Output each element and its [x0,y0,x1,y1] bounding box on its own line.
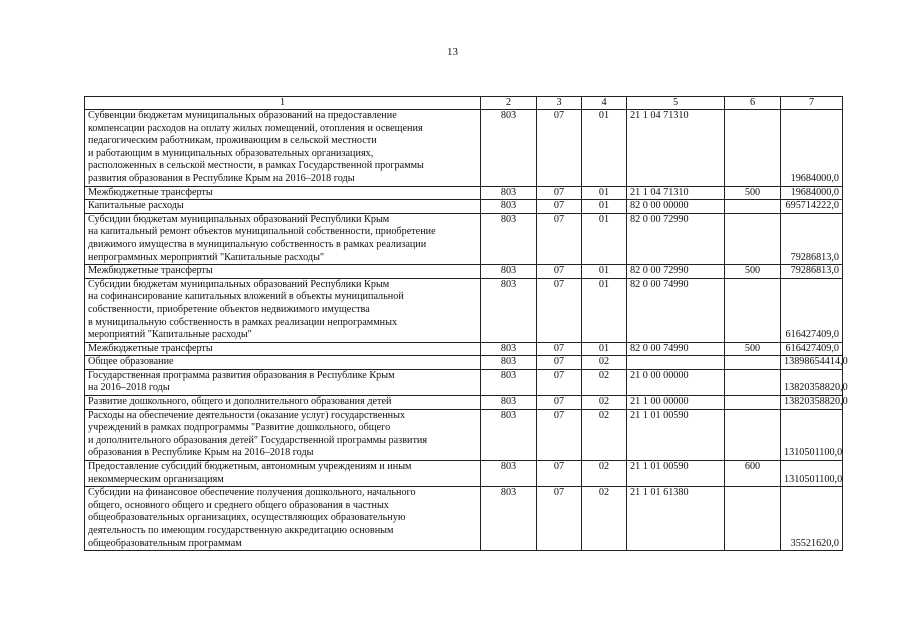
target-article-code: 82 0 00 74990 [627,278,725,342]
target-article-code: 21 1 01 00590 [627,409,725,460]
target-article-code [627,356,725,370]
subsection-code: 02 [582,356,627,370]
description-line: на 2016–2018 годы [88,382,170,394]
section-code: 07 [537,461,582,487]
description-line: расположенных в сельской местности, в рамках Государственной программы [88,160,424,172]
amount: 19684000,0 [781,110,843,187]
amount: 616427409,0 [781,342,843,356]
section-code: 07 [537,342,582,356]
section-code: 07 [537,396,582,410]
budget-table [84,96,848,551]
subsection-code: 01 [582,110,627,187]
description-line: Субсидии бюджетам муниципальных образований Республики Крым [88,278,390,290]
expense-type-code [725,278,781,342]
ministry-code: 803 [481,186,537,200]
expense-type-code: 500 [725,265,781,279]
row-description [85,265,481,279]
subsection-code: 01 [582,200,627,214]
expense-type-code [725,213,781,264]
amount: 1310501100,0 [781,461,843,487]
table-row [85,461,843,487]
table-header-row [85,97,843,110]
ministry-code: 803 [481,487,537,551]
subsection-code: 01 [582,342,627,356]
section-code: 07 [537,213,582,264]
ministry-code: 803 [481,265,537,279]
ministry-code: 803 [481,396,537,410]
subsection-code: 01 [582,213,627,264]
ministry-code: 803 [481,342,537,356]
table-row [85,342,843,356]
description-line: Субсидии бюджетам муниципальных образований Республики Крым [88,213,390,225]
target-article-code: 21 1 04 71310 [627,110,725,187]
description-line: Государственная программа развития образования в Республике Крым [88,369,395,381]
row-description [85,487,481,551]
expense-type-code [725,487,781,551]
subsection-code: 01 [582,186,627,200]
target-article-code: 21 1 04 71310 [627,186,725,200]
expense-type-code: 600 [725,461,781,487]
target-article-code: 82 0 00 72990 [627,213,725,264]
description-line: Субсидии на финансовое обеспечение получения дошкольного, начального [88,487,416,499]
expense-type-code [725,396,781,410]
ministry-code: 803 [481,110,537,187]
column-header-7: 7 [781,97,843,110]
column-header-5: 5 [627,97,725,110]
amount: 616427409,0 [781,278,843,342]
subsection-code: 02 [582,461,627,487]
column-header-6: 6 [725,97,781,110]
table-row [85,110,843,187]
description-line: и работающим в муниципальных образовательных организациях, [88,147,374,159]
row-description [85,110,481,187]
ministry-code: 803 [481,200,537,214]
section-code: 07 [537,265,582,279]
subsection-code: 02 [582,487,627,551]
amount: 13820358820,0 [781,369,843,395]
row-description [85,461,481,487]
amount: 79286813,0 [781,265,843,279]
description-line: Межбюджетные трансферты [88,265,213,277]
section-code: 07 [537,487,582,551]
row-description [85,409,481,460]
description-line: педагогическим работникам, проживающим в сельской местности [88,135,377,147]
ministry-code: 803 [481,278,537,342]
row-description [85,278,481,342]
target-article-code: 21 1 01 61380 [627,487,725,551]
row-description [85,213,481,264]
target-article-code: 21 1 01 00590 [627,461,725,487]
description-line: на софинансирование капитальных вложений в объекты муниципальной [88,291,404,303]
description-line: развития образования в Республике Крым на 2016–2018 годы [88,172,355,184]
description-line: Расходы на обеспечение деятельности (оказание услуг) государственных [88,409,406,421]
section-code: 07 [537,409,582,460]
amount: 1310501100,0 [781,409,843,460]
row-description [85,186,481,200]
section-code: 07 [537,278,582,342]
column-header-3: 3 [537,97,582,110]
subsection-code: 02 [582,369,627,395]
ministry-code: 803 [481,213,537,264]
table-row [85,369,843,395]
subsection-code: 01 [582,278,627,342]
description-line: образования в Республике Крым на 2016–2018 годы [88,447,314,459]
description-line: Межбюджетные трансферты [88,342,213,354]
table-row [85,200,843,214]
section-code: 07 [537,200,582,214]
target-article-code: 82 0 00 72990 [627,265,725,279]
table-row [85,278,843,342]
row-description [85,369,481,395]
row-description [85,200,481,214]
description-line: на капитальный ремонт объектов муниципальной собственности, приобретение [88,226,436,238]
subsection-code: 01 [582,265,627,279]
target-article-code: 21 0 00 00000 [627,369,725,395]
subsection-code: 02 [582,409,627,460]
section-code: 07 [537,369,582,395]
column-header-1: 1 [85,97,481,110]
ministry-code: 803 [481,461,537,487]
row-description [85,342,481,356]
description-line: мероприятий "Капитальные расходы" [88,329,252,341]
section-code: 07 [537,356,582,370]
column-header-2: 2 [481,97,537,110]
expense-type-code [725,356,781,370]
amount: 79286813,0 [781,213,843,264]
column-header-4: 4 [582,97,627,110]
description-line: движимого имущества в муниципальную собственность в рамках реализации [88,238,427,250]
amount: 13820358820,0 [781,396,843,410]
table-row [85,487,843,551]
description-line: и дополнительного образования детей" Государственной программы развития [88,434,428,446]
section-code: 07 [537,186,582,200]
page-number: 13 [447,46,458,58]
description-line: общеобразовательных организациях, осуществляющих образовательную [88,512,406,524]
subsection-code: 02 [582,396,627,410]
expense-type-code [725,200,781,214]
description-line: в муниципальную собственность в рамках реализации непрограммных [88,316,398,328]
description-line: непрограммных мероприятий "Капитальные расходы" [88,251,325,263]
description-line: деятельность по имеющим государственную аккредитацию основным [88,525,394,536]
amount: 13898654414,0 [781,356,843,370]
amount: 19684000,0 [781,186,843,200]
description-line: общеобразовательным программам [88,537,242,549]
target-article-code: 21 1 00 00000 [627,396,725,410]
table-row [85,186,843,200]
description-line: Общее образование [88,356,174,368]
description-line: компенсации расходов на оплату жилых помещений, отопления и освещения [88,122,423,134]
expense-type-code [725,110,781,187]
description-line: некоммерческим организациям [88,473,224,485]
ministry-code: 803 [481,356,537,370]
expense-type-code [725,409,781,460]
description-line: Межбюджетные трансферты [88,186,213,198]
description-line: Развитие дошкольного, общего и дополнительного образования детей [88,396,392,408]
description-line: Субвенции бюджетам муниципальных образований на предоставление [88,110,397,121]
table-row [85,356,843,370]
target-article-code: 82 0 00 74990 [627,342,725,356]
ministry-code: 803 [481,409,537,460]
expense-type-code: 500 [725,186,781,200]
amount: 35521620,0 [781,487,843,551]
description-line: Капитальные расходы [88,200,184,212]
table-row [85,396,843,410]
table-row [85,409,843,460]
expense-type-code [725,369,781,395]
description-line: учреждений в рамках подпрограммы "Развитие дошкольного, общего [88,422,391,434]
description-line: общего, основного общего и среднего общего образования в частных [88,499,389,511]
row-description [85,356,481,370]
ministry-code: 803 [481,369,537,395]
amount: 695714222,0 [781,200,843,214]
description-line: Предоставление субсидий бюджетным, автономным учреждениям и иным [88,461,412,473]
table-row [85,213,843,264]
section-code: 07 [537,110,582,187]
description-line: собственности, приобретение объектов недвижимого имущества [88,303,370,315]
table-row [85,265,843,279]
target-article-code: 82 0 00 00000 [627,200,725,214]
expense-type-code: 500 [725,342,781,356]
row-description [85,396,481,410]
